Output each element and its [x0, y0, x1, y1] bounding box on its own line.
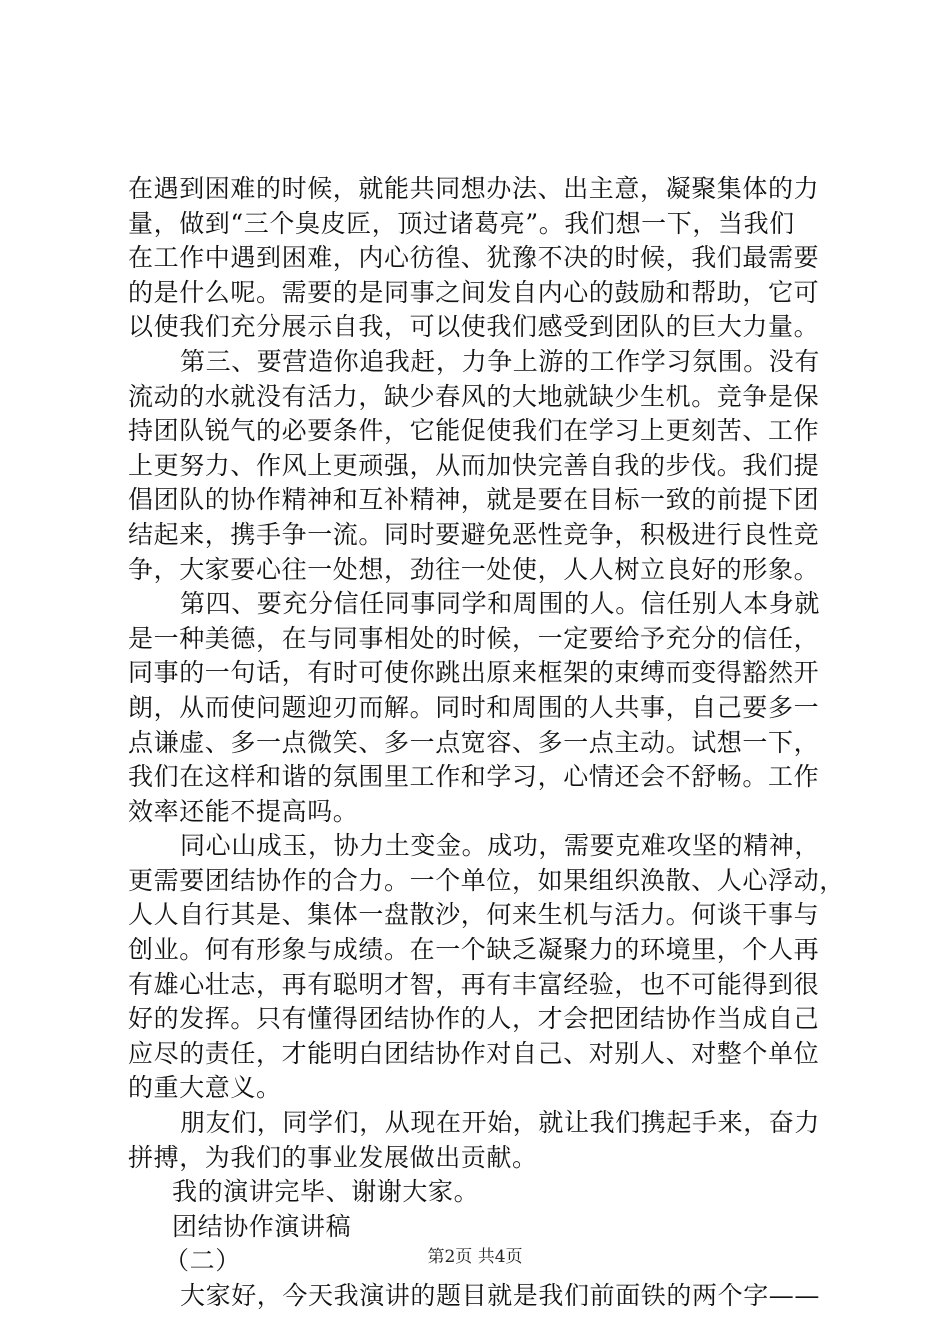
text-line: 在遇到困难的时候，就能共同想办法、出主意，凝聚集体的力 — [128, 174, 820, 203]
text-line: 上更努力、作风上更顽强，从而加快完善自我的步伐。我们提 — [128, 450, 820, 480]
text-line: 人人自行其是、集体一盘散沙，何来生机与活力。何谈干事与 — [128, 900, 820, 930]
text-line: 点谦虚、多一点微笑、多一点宽容、多一点主动。试想一下， — [128, 727, 820, 757]
text-line: 是一种美德，在与同事相处的时候，一定要给予充分的信任， — [128, 623, 820, 653]
text-line: 流动的水就没有活力，缺少春风的大地就缺少生机。竞争是保 — [128, 381, 820, 411]
text-line: 拼搏，为我们的事业发展做出贡献。 — [128, 1142, 538, 1172]
text-line: 创业。何有形象与成绩。在一个缺乏凝聚力的环境里，个人再 — [128, 935, 820, 965]
text-line: 持团队锐气的必要条件，它能促使我们在学习上更刻苦、工作 — [128, 416, 820, 446]
text-line: 有雄心壮志，再有聪明才智，再有丰富经验，也不可能得到很 — [128, 969, 820, 999]
text-line: 结起来，携手争一流。同时要避免恶性竞争，积极进行良性竞 — [128, 519, 820, 549]
text-line: 的重大意义。 — [128, 1073, 282, 1103]
text-line: 倡团队的协作精神和互补精神，就是要在目标一致的前提下团 — [128, 485, 820, 515]
text-line: 同事的一句话，有时可使你跳出原来框架的束缚而变得豁然开 — [128, 658, 820, 688]
text-line: 团结协作演讲稿 — [172, 1211, 352, 1241]
text-line: 朗，从而使问题迎刃而解。同时和周围的人共事，自己要多一 — [128, 692, 820, 722]
text-line: 我的演讲完毕、谢谢大家。 — [172, 1177, 480, 1207]
text-line: 应尽的责任，才能明白团结协作对自己、对别人、对整个单位 — [128, 1038, 820, 1068]
text-line: 更需要团结协作的合力。一个单位，如果组织涣散、人心浮动， — [128, 865, 845, 895]
text-line: 第四、要充分信任同事同学和周围的人。信任别人本身就 — [180, 589, 821, 619]
page-footer: 第2页 共4页 — [427, 1247, 523, 1267]
text-line: 的是什么呢。需要的是同事之间发自内心的鼓励和帮助，它可 — [128, 277, 820, 307]
text-line: 好的发挥。只有懂得团结协作的人，才会把团结协作当成自己 — [128, 1004, 820, 1034]
document-body — [128, 172, 845, 1314]
text-line: （二） — [164, 1246, 241, 1276]
text-line: 争，大家要心往一处想，劲往一处使，人人树立良好的形象。 — [128, 554, 820, 584]
text-line: 朋友们，同学们，从现在开始，就让我们携起手来，奋力 — [180, 1108, 821, 1138]
text-line: 效率还能不提高吗。 — [128, 796, 359, 826]
text-line: 在工作中遇到困难，内心彷徨、犹豫不决的时候，我们最需要 — [128, 243, 820, 273]
text-line: 量，做到“三个臭皮匠，顶过诸葛亮”。我们想一下，当我们 — [128, 208, 795, 238]
text-line: 同心山成玉，协力土变金。成功，需要克难攻坚的精神， — [180, 831, 821, 861]
text-line: 以使我们充分展示自我，可以使我们感受到团队的巨大力量。 — [128, 312, 820, 342]
text-line: 大家好，今天我演讲的题目就是我们前面铁的两个字—— — [180, 1281, 821, 1310]
text-line: 第三、要营造你追我赶，力争上游的工作学习氛围。没有 — [180, 346, 821, 376]
text-line: 我们在这样和谐的氛围里工作和学习，心情还会不舒畅。工作 — [128, 762, 820, 792]
